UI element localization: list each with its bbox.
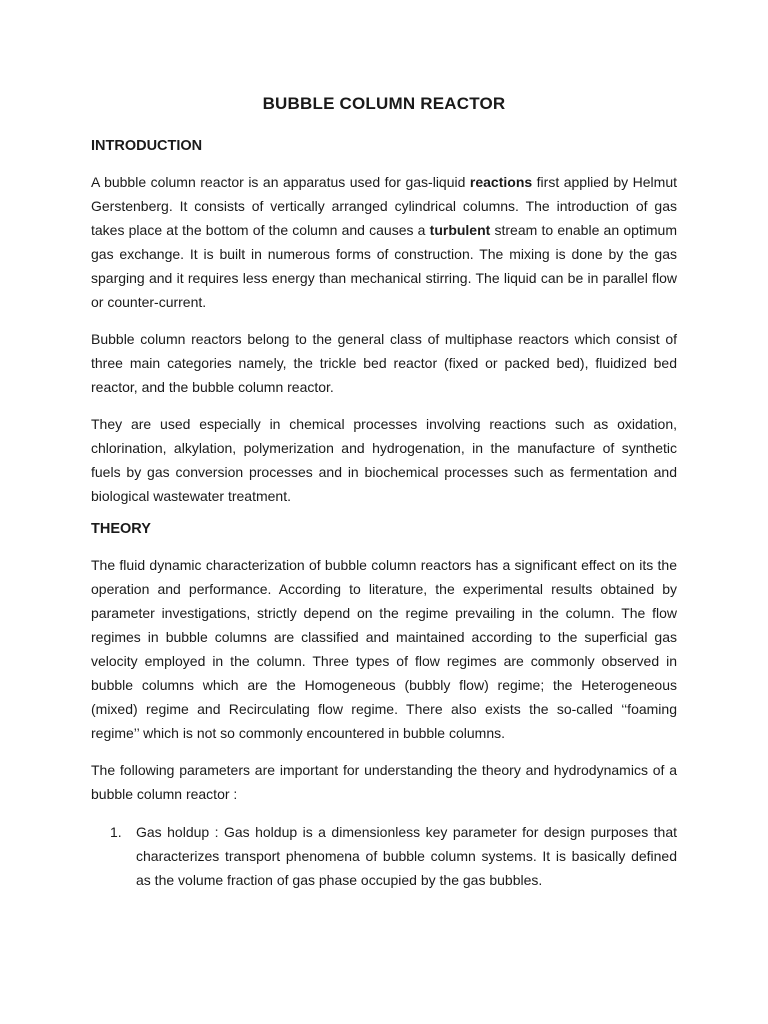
intro-paragraph-3: They are used especially in chemical processes involving reactions such as oxidation, chlorination, alkylation, polymerization and hydrogenation, in the manufacture of synthetic fuels by gas conversion processes and in biochemical processes such as fermentation and biological wastewater treatment. bbox=[91, 416, 677, 504]
section-heading-theory: THEORY bbox=[91, 521, 151, 537]
theory-paragraph-2: The following parameters are important for understanding the theory and hydrodynamics of a bubble column reactor : bbox=[91, 762, 677, 802]
intro-p1-bold-reactions: reactions bbox=[469, 174, 533, 190]
theory-paragraph-1: The fluid dynamic characterization of bubble column reactors has a significant effect on its the operation and performance. According to literature, the experimental results obtained by parameter investigations, strictly depend on the regime prevailing in the column. The flow regimes in bubble columns are classified and maintained according to the superficial gas velocity employed in the column. Three types of flow regimes are commonly observed in bubble columns which are the Homogeneous (bubbly flow) regime; the Heterogeneous (mixed) regime and Recirculating flow regime. There also exists the so-called ‘‘foaming regime’’ which is not so commonly encountered in bubble columns. bbox=[91, 557, 677, 741]
intro-p1-text-1: A bubble column reactor is an apparatus used for gas-liquid bbox=[91, 174, 470, 190]
intro-paragraph-1 bbox=[91, 170, 677, 314]
intro-paragraph-2: Bubble column reactors belong to the general class of multiphase reactors which consist of three main categories namely, the trickle bed reactor (fixed or packed bed), fluidized bed reactor, and the bubble column reactor. bbox=[91, 331, 677, 395]
document-title: BUBBLE COLUMN REACTOR bbox=[262, 94, 506, 113]
list-item-number: 1. bbox=[110, 824, 122, 840]
list-item-text: Gas holdup : Gas holdup is a dimensionless key parameter for design purposes that characterizes transport phenomena of bubble column systems. It is basically defined as the volume fraction of gas phase occupied by the gas bubbles. bbox=[136, 824, 677, 888]
section-heading-introduction: INTRODUCTION bbox=[91, 138, 203, 154]
list-item bbox=[91, 820, 677, 892]
intro-p1-text-2: first applied by Helmut Gerstenberg. It consists of vertically arranged cylindrical columns. The introduction of gas takes place at the bottom of the column and causes a bbox=[91, 174, 677, 238]
intro-p1-bold-turbulent: turbulent bbox=[429, 222, 491, 238]
parameter-list bbox=[91, 820, 677, 892]
intro-p1-text-3: stream to enable an optimum gas exchange. It is built in numerous forms of construction. The mixing is done by the gas sparging and it requires less energy than mechanical stirring. The liquid can be in parallel flow or counter-current. bbox=[91, 222, 677, 310]
